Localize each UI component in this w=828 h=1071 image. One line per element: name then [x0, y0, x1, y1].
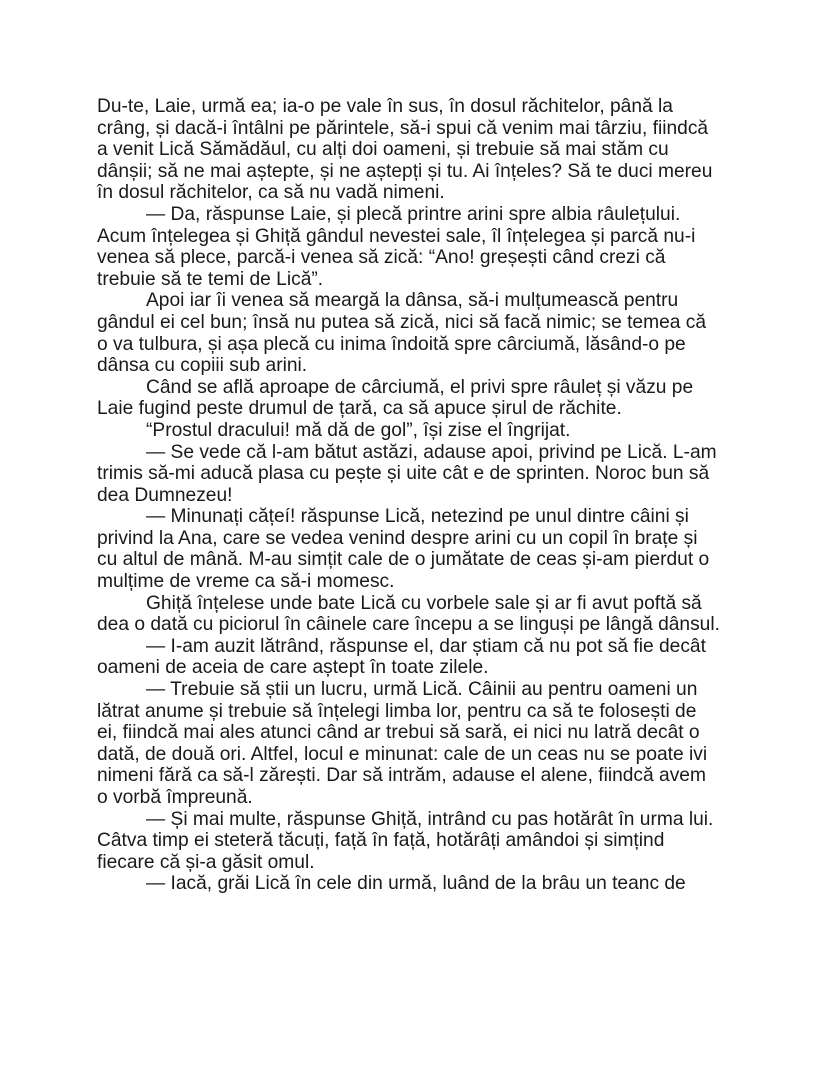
text-line: trebuie să te temi de Lică”. — [97, 268, 324, 290]
paragraph-first-line: — Se vede că l-am bătut astăzi, adause apoi, privind pe Lică. L-am — [146, 441, 717, 463]
text-line: dânsa cu copiii sub arini. — [97, 355, 308, 377]
text-line: în dosul răchitelor, ca să nu vadă nimeni. — [97, 182, 445, 204]
text-line: mulțime de vreme ca să-i momesc. — [97, 571, 395, 593]
text-line: cu altul de mână. M-au simțit cale de o jumătate de ceas și-am pierdut o — [97, 549, 710, 571]
text-line: trimis să-mi aducă plasa cu pește și uite cât e de sprinten. Noroc bun să — [97, 463, 710, 485]
text-line: o va tulbura, și așa plecă cu inima îndoită spre cârciumă, lăsând-o pe — [97, 333, 686, 355]
text-line: dată, de două ori. Altfel, locul e minunat: cale de un ceas nu se poate ivi — [97, 743, 708, 765]
paragraph-first-line: Ghiță înțelese unde bate Lică cu vorbele sale și ar fi avut poftă să — [146, 592, 702, 614]
text-line: Du-te, Laie, urmă ea; ia-o pe vale în sus, în dosul răchitelor, până la — [97, 96, 673, 117]
paragraph-first-line: — Și mai multe, răspunse Ghiță, intrând cu pas hotărât în urma lui. — [146, 808, 714, 830]
text-line: Acum înțelegea și Ghiță gândul nevestei sale, îl înțelegea și parcă nu-i — [97, 225, 696, 247]
paragraph-first-line: — I-am auzit lătrând, răspunse el, dar știam că nu pot să fie decât — [146, 635, 706, 657]
paragraph-first-line: Apoi iar îi venea să meargă la dânsa, să-i mulțumească pentru — [146, 290, 679, 312]
text-line: Laie fugind peste drumul de țară, ca să apuce șirul de răchite. — [97, 398, 622, 420]
text-line: a venit Lică Sămădăul, cu alți doi oameni, și trebuie să mai stăm cu — [97, 139, 669, 161]
text-line: lătrat anume și trebuie să înțelegi limba lor, pentru ca să te folosești de — [97, 700, 697, 722]
paragraph-first-line: Când se află aproape de cârciumă, el privi spre râuleț și văzu pe — [146, 376, 694, 398]
text-line: o vorbă împreună. — [97, 787, 253, 808]
text-line: Câtva timp ei steteră tăcuți, față în față, hotărâți amândoi și simțind — [97, 830, 665, 852]
paragraph-first-line: — Minunați cățeí! răspunse Lică, netezind pe unul dintre câini și — [146, 506, 689, 528]
document-page — [97, 96, 737, 895]
text-line: dânșii; să ne mai aștepte, și ne aștepți și tu. Ai înțeles? Să te duci mereu — [97, 160, 713, 182]
text-line: venea să plece, parcă-i venea să zică: “Ano! greșești când crezi că — [97, 247, 666, 269]
text-line: oameni de aceia de care aștept în toate zilele. — [97, 657, 489, 679]
text-line: privind la Ana, care se vedea venind despre arini cu un copil în brațe și — [97, 527, 698, 549]
text-line: dea Dumnezeu! — [97, 484, 233, 506]
paragraph-first-line: “Prostul dracului! mă dă de gol”, își zise el îngrijat. — [146, 419, 571, 441]
text-line: ei, fiindcă mai ales atunci când ar trebui să sară, ei nici nu latră decât o — [97, 722, 700, 744]
text-line: dea o dată cu piciorul în câinele care începu a se linguși pe lângă dânsul. — [97, 614, 720, 636]
paragraph-first-line: — Iacă, grăi Lică în cele din urmă, luând de la brâu un teanc de — [146, 873, 686, 895]
paragraph-first-line: — Trebuie să știi un lucru, urmă Lică. Câinii au pentru oameni un — [146, 679, 698, 701]
text-line: fiecare că și-a găsit omul. — [97, 851, 315, 873]
text-line: gândul ei cel bun; însă nu putea să zică, nici să facă nimic; se temea că — [97, 311, 707, 333]
text-line: nimeni fără ca să-l zărești. Dar să intrăm, adause el alene, fiindcă avem — [97, 765, 706, 787]
paragraph-first-line: — Da, răspunse Laie, și plecă printre arini spre albia râulețului. — [146, 203, 681, 225]
text-line: crâng, și dacă-i întâlni pe părintele, să-i spui că venim mai târziu, fiindcă — [97, 117, 709, 139]
